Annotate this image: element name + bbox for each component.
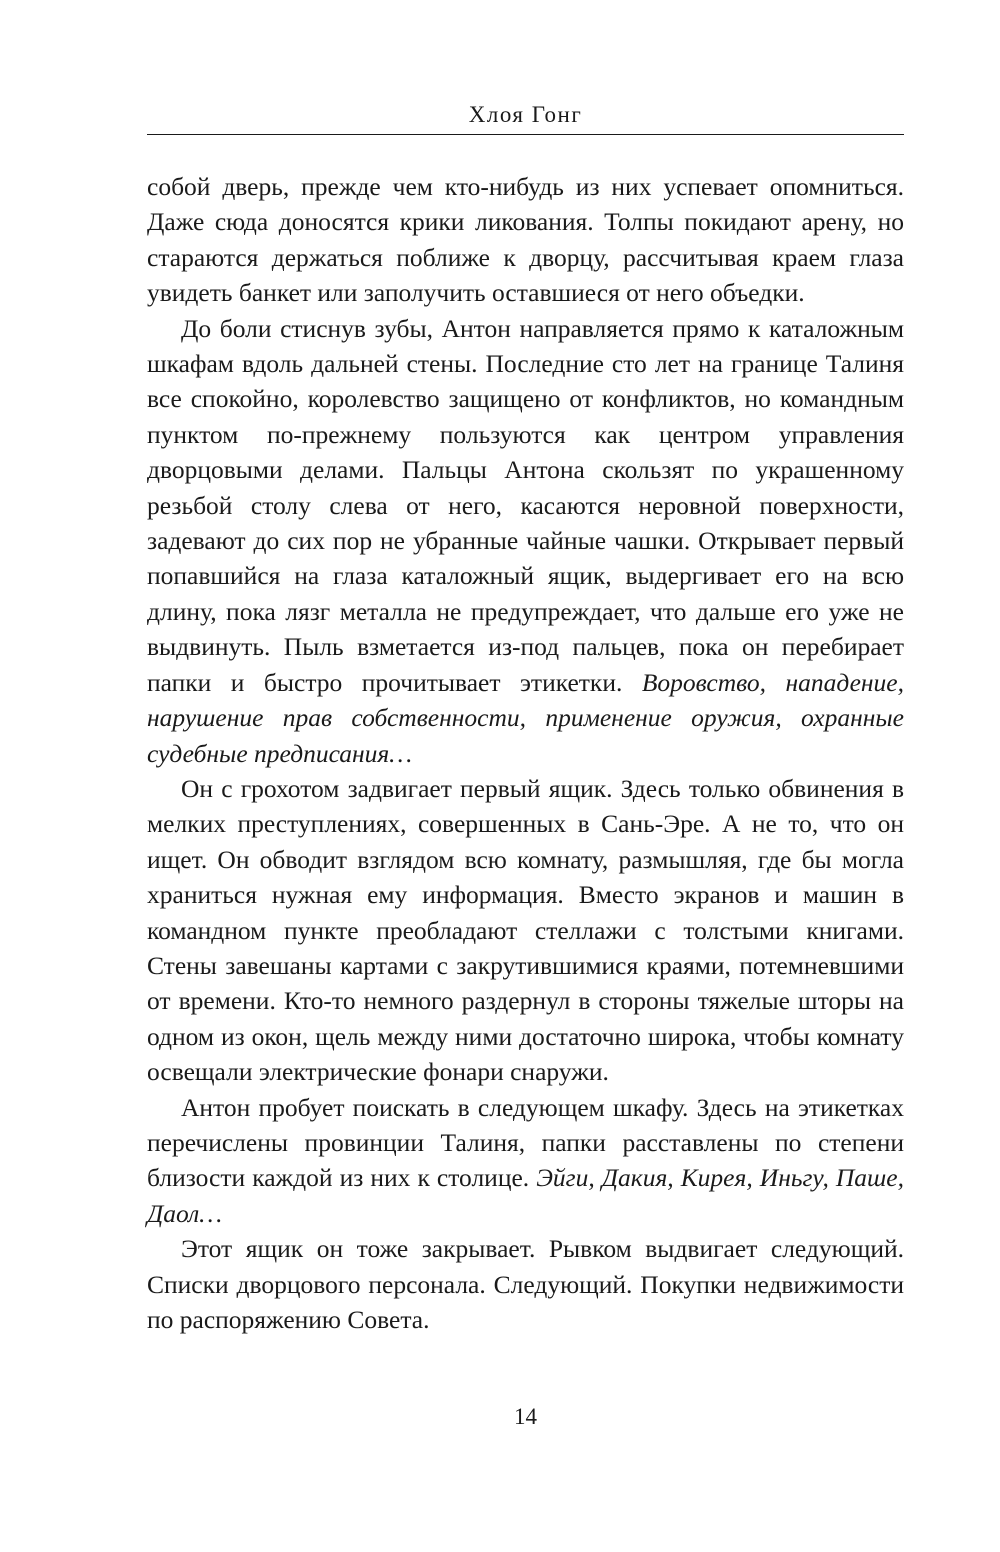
paragraph [147,1090,904,1232]
page-number: 14 [514,1404,537,1429]
paragraph-text: Этот ящик он тоже закрывает. Рывком выдвигает следующий. Списки дворцового персонала. Следующий. Покупки недвижимости по распоряжению Совета. [147,1234,904,1334]
paragraph-italic-text: Эйги, Дакия, Кирея, Иньгу, Паше, Даол… [147,1163,904,1228]
paragraph-italic-text: Воровство, нападение, нарушение прав собственности, применение оружия, охранные судебные предписания… [147,667,904,768]
paragraph-text: Он с грохотом задвигает первый ящик. Здесь только обвинения в мелких преступлениях, совершенных в Сань-Эре. А не то, что он ищет. Он обводит взглядом всю комнату, размышляя, где бы могла храниться нужная ему информация. Вместо экранов и машин в командном пункте преобладают стеллажи с толстыми книгами. Стены завешаны картами с закрутившимися краями, потемневшими от времени. Кто-то немного раздернул в стороны тяжелые шторы на одном из окон, щель между ними достаточно широка, чтобы комнату освещали электрические фонари снаружи. [147,773,904,1087]
body-text [147,169,904,1337]
paragraph-text: собой дверь, прежде чем кто-нибудь из них успевает опомниться. Даже сюда доносятся крики ликования. Толпы покидают арену, но стараются держаться поближе к дворцу, рассчитывая краем глаза увидеть банкет или заполучить оставшиеся от него объедки. [147,172,904,308]
paragraph [147,311,904,771]
header-rule [147,134,904,135]
paragraph [147,1231,904,1337]
paragraph [147,771,904,1090]
paragraph-text: Антон пробует поискать в следующем шкафу. Здесь на этикетках перечислены провинции Талиня, папки расставлены по степени близости каждой из них к столице. [147,1092,904,1193]
paragraph [147,169,904,311]
paragraph-text: До боли стиснув зубы, Антон направляется прямо к каталожным шкафам вдоль дальней стены. Последние сто лет на границе Талиня все спокойно, королевство защищено от конфликтов, но командным пунктом по-прежнему пользуются как центром управления дворцовыми делами. Пальцы Антона скользят по украшенному резьбой столу слева от него, касаются неровной поверхности, задевают до сих пор не убранные чайные чашки. Открывает первый попавшийся на глаза каталожный ящик, выдергивает его на всю длину, пока лязг металла не предупреждает, что дальше его уже не выдвинуть. Пыль взметается из-под пальцев, пока он перебирает папки и быстро прочитывает этикетки. [147,313,904,697]
running-head-author: Хлоя Гонг [468,102,583,127]
